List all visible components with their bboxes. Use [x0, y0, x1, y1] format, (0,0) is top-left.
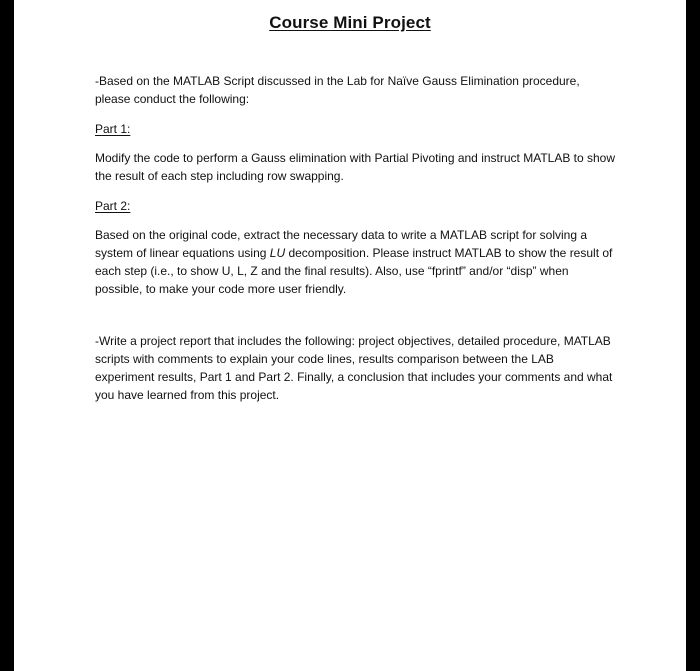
- document-title: Course Mini Project: [269, 13, 431, 32]
- report-paragraph: -Write a project report that includes the following: project objectives, detailed procedure, MATLAB scripts with comments to explain your code lines, results comparison between the LAB experiment results, Part 1 and Part 2. Finally, a conclusion that includes your comments and what you have learned from this project.: [95, 334, 613, 402]
- document-body: [95, 72, 615, 404]
- intro-paragraph: -Based on the MATLAB Script discussed in the Lab for Naïve Gauss Elimination procedure, please conduct the following:: [95, 74, 580, 106]
- part1-paragraph: Modify the code to perform a Gauss elimination with Partial Pivoting and instruct MATLAB to show the result of each step including row swapping.: [95, 151, 616, 183]
- part2-text-italic: LU: [269, 246, 286, 260]
- part2-text-end: decomposition. Please instruct MATLAB to show the result of each step (i.e., to show U, L, Z and the final results). Also, use “fprintf” and/or “disp” when possible, to make your code more user friendly.: [95, 246, 613, 296]
- part1-heading: Part 1:: [95, 122, 131, 136]
- part2-text-start: Based on the original code, extract the necessary data to write a MATLAB script for solving a system of linear equations using: [95, 228, 588, 260]
- part2-paragraph: [95, 226, 615, 298]
- right-page-edge: [686, 0, 700, 671]
- left-page-edge: [0, 0, 14, 671]
- part2-heading: Part 2:: [95, 199, 131, 213]
